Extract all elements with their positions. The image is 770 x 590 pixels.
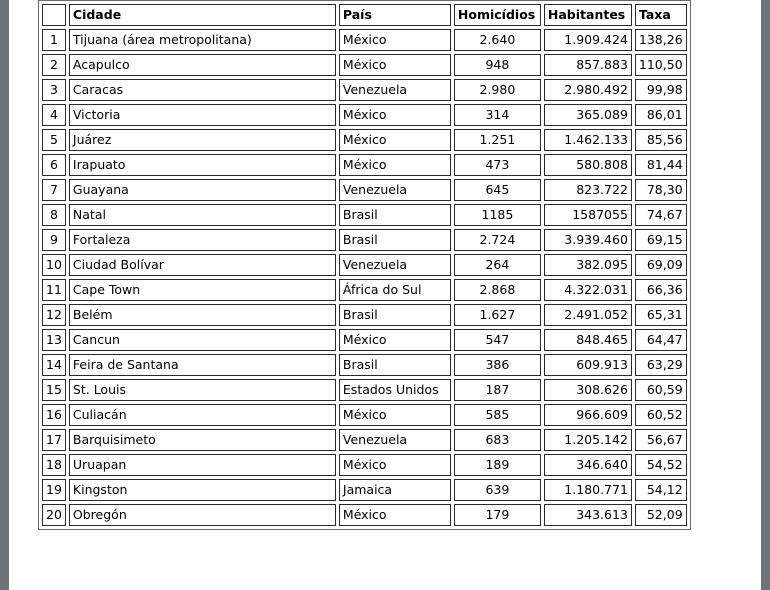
cell-cidade: Uruapan — [69, 454, 336, 476]
cell-pais: México — [339, 404, 451, 426]
cell-habitantes: 580.808 — [544, 154, 632, 176]
cell-index: 1 — [42, 29, 66, 51]
cell-habitantes: 1.462.133 — [544, 129, 632, 151]
cell-index: 6 — [42, 154, 66, 176]
cell-homicidios: 1.251 — [454, 129, 541, 151]
cell-pais: Brasil — [339, 304, 451, 326]
cell-taxa: 99,98 — [635, 79, 687, 101]
cell-pais: Brasil — [339, 204, 451, 226]
cell-homicidios: 189 — [454, 454, 541, 476]
cell-habitantes: 848.465 — [544, 329, 632, 351]
homicide-rate-table — [38, 0, 691, 530]
cell-homicidios: 179 — [454, 504, 541, 526]
cell-pais: Venezuela — [339, 429, 451, 451]
cell-homicidios: 2.980 — [454, 79, 541, 101]
table-row — [42, 254, 687, 276]
cell-cidade: Fortaleza — [69, 229, 336, 251]
cell-index: 13 — [42, 329, 66, 351]
cell-pais: México — [339, 54, 451, 76]
cell-pais: Jamaica — [339, 479, 451, 501]
table-row — [42, 29, 687, 51]
table-row — [42, 329, 687, 351]
cell-cidade: Cancun — [69, 329, 336, 351]
header-cidade: Cidade — [69, 4, 336, 26]
cell-habitantes: 2.980.492 — [544, 79, 632, 101]
table-row — [42, 279, 687, 301]
cell-index: 20 — [42, 504, 66, 526]
cell-cidade: Victoria — [69, 104, 336, 126]
cell-index: 16 — [42, 404, 66, 426]
cell-index: 8 — [42, 204, 66, 226]
cell-pais: Venezuela — [339, 79, 451, 101]
cell-homicidios: 585 — [454, 404, 541, 426]
cell-homicidios: 645 — [454, 179, 541, 201]
cell-homicidios: 1.627 — [454, 304, 541, 326]
table-row — [42, 429, 687, 451]
table-row — [42, 154, 687, 176]
header-pais: País — [339, 4, 451, 26]
cell-habitantes: 1.205.142 — [544, 429, 632, 451]
cell-index: 10 — [42, 254, 66, 276]
cell-index: 9 — [42, 229, 66, 251]
table-row — [42, 454, 687, 476]
cell-pais: México — [339, 454, 451, 476]
cell-index: 4 — [42, 104, 66, 126]
cell-cidade: Barquisimeto — [69, 429, 336, 451]
cell-cidade: Acapulco — [69, 54, 336, 76]
cell-homicidios: 2.640 — [454, 29, 541, 51]
cell-taxa: 54,12 — [635, 479, 687, 501]
table-row — [42, 379, 687, 401]
cell-homicidios: 386 — [454, 354, 541, 376]
cell-index: 2 — [42, 54, 66, 76]
cell-homicidios: 187 — [454, 379, 541, 401]
cell-habitantes: 2.491.052 — [544, 304, 632, 326]
cell-pais: México — [339, 129, 451, 151]
cell-habitantes: 966.609 — [544, 404, 632, 426]
cell-pais: México — [339, 329, 451, 351]
cell-taxa: 56,67 — [635, 429, 687, 451]
table-row — [42, 104, 687, 126]
cell-index: 18 — [42, 454, 66, 476]
cell-index: 7 — [42, 179, 66, 201]
cell-taxa: 85,56 — [635, 129, 687, 151]
cell-taxa: 64,47 — [635, 329, 687, 351]
cell-index: 3 — [42, 79, 66, 101]
header-homicidios: Homicídios — [454, 4, 541, 26]
cell-pais: África do Sul — [339, 279, 451, 301]
cell-pais: México — [339, 154, 451, 176]
cell-cidade: St. Louis — [69, 379, 336, 401]
header-taxa: Taxa — [635, 4, 687, 26]
cell-cidade: Irapuato — [69, 154, 336, 176]
cell-cidade: Obregón — [69, 504, 336, 526]
cell-cidade: Kingston — [69, 479, 336, 501]
table-row — [42, 304, 687, 326]
cell-cidade: Tijuana (área metropolitana) — [69, 29, 336, 51]
cell-habitantes: 857.883 — [544, 54, 632, 76]
cell-pais: Brasil — [339, 354, 451, 376]
table-row — [42, 229, 687, 251]
table-row — [42, 354, 687, 376]
cell-index: 15 — [42, 379, 66, 401]
cell-habitantes: 1.909.424 — [544, 29, 632, 51]
document-page — [9, 0, 761, 590]
cell-taxa: 69,09 — [635, 254, 687, 276]
cell-homicidios: 473 — [454, 154, 541, 176]
cell-homicidios: 639 — [454, 479, 541, 501]
cell-homicidios: 683 — [454, 429, 541, 451]
cell-cidade: Juárez — [69, 129, 336, 151]
cell-pais: Estados Unidos — [339, 379, 451, 401]
cell-pais: Venezuela — [339, 179, 451, 201]
cell-cidade: Ciudad Bolívar — [69, 254, 336, 276]
cell-cidade: Caracas — [69, 79, 336, 101]
cell-homicidios: 547 — [454, 329, 541, 351]
cell-cidade: Natal — [69, 204, 336, 226]
cell-pais: México — [339, 504, 451, 526]
cell-pais: Brasil — [339, 229, 451, 251]
cell-index: 14 — [42, 354, 66, 376]
table-row — [42, 179, 687, 201]
cell-habitantes: 1587055 — [544, 204, 632, 226]
cell-habitantes: 343.613 — [544, 504, 632, 526]
cell-habitantes: 308.626 — [544, 379, 632, 401]
cell-homicidios: 948 — [454, 54, 541, 76]
cell-taxa: 66,36 — [635, 279, 687, 301]
table-row — [42, 79, 687, 101]
cell-habitantes: 346.640 — [544, 454, 632, 476]
table-row — [42, 54, 687, 76]
cell-habitantes: 382.095 — [544, 254, 632, 276]
cell-taxa: 110,50 — [635, 54, 687, 76]
table-row — [42, 404, 687, 426]
header-habitantes: Habitantes — [544, 4, 632, 26]
header-index — [42, 4, 66, 26]
cell-cidade: Culiacán — [69, 404, 336, 426]
cell-taxa: 81,44 — [635, 154, 687, 176]
cell-pais: México — [339, 29, 451, 51]
cell-habitantes: 1.180.771 — [544, 479, 632, 501]
cell-taxa: 60,52 — [635, 404, 687, 426]
cell-habitantes: 609.913 — [544, 354, 632, 376]
cell-taxa: 60,59 — [635, 379, 687, 401]
cell-taxa: 65,31 — [635, 304, 687, 326]
cell-habitantes: 365.089 — [544, 104, 632, 126]
cell-taxa: 138,26 — [635, 29, 687, 51]
cell-cidade: Cape Town — [69, 279, 336, 301]
cell-index: 5 — [42, 129, 66, 151]
cell-taxa: 52,09 — [635, 504, 687, 526]
cell-homicidios: 264 — [454, 254, 541, 276]
table-row — [42, 129, 687, 151]
cell-taxa: 78,30 — [635, 179, 687, 201]
table-header-row — [42, 4, 687, 26]
cell-taxa: 63,29 — [635, 354, 687, 376]
cell-homicidios: 1185 — [454, 204, 541, 226]
cell-index: 12 — [42, 304, 66, 326]
cell-taxa: 54,52 — [635, 454, 687, 476]
table-row — [42, 504, 687, 526]
cell-taxa: 86,01 — [635, 104, 687, 126]
cell-taxa: 74,67 — [635, 204, 687, 226]
cell-pais: México — [339, 104, 451, 126]
cell-taxa: 69,15 — [635, 229, 687, 251]
cell-homicidios: 314 — [454, 104, 541, 126]
cell-cidade: Belém — [69, 304, 336, 326]
cell-cidade: Guayana — [69, 179, 336, 201]
cell-homicidios: 2.868 — [454, 279, 541, 301]
cell-cidade: Feira de Santana — [69, 354, 336, 376]
cell-index: 19 — [42, 479, 66, 501]
table-row — [42, 479, 687, 501]
table-row — [42, 204, 687, 226]
cell-habitantes: 3.939.460 — [544, 229, 632, 251]
cell-habitantes: 823.722 — [544, 179, 632, 201]
cell-index: 11 — [42, 279, 66, 301]
cell-pais: Venezuela — [339, 254, 451, 276]
cell-habitantes: 4.322.031 — [544, 279, 632, 301]
cell-homicidios: 2.724 — [454, 229, 541, 251]
cell-index: 17 — [42, 429, 66, 451]
